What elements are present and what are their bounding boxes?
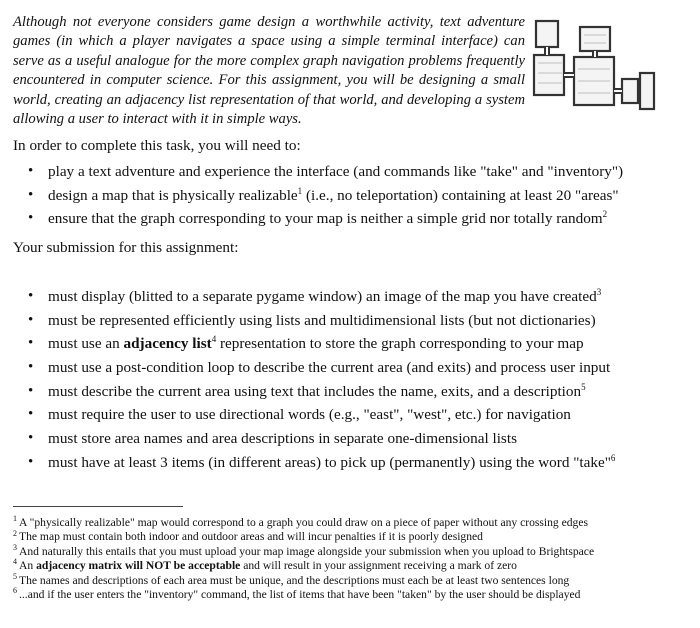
requirement-item: • must store area names and area descriptions in separate one-dimensional lists [28, 427, 615, 451]
footnote-ref: 1 [297, 185, 303, 196]
footnote-ref: 3 [596, 286, 602, 297]
footnote-ref: 4 [211, 334, 217, 345]
footnote-ref: 2 [602, 209, 608, 220]
dungeon-map-illustration [530, 17, 660, 115]
map-room-5 [622, 79, 638, 103]
intro-paragraph: Although not everyone considers game design a worthwhile activity, text adventure games (in which a player navigates a space using a simple terminal interface) can serve as a useful analogue for the more complex graph navigation problems frequently encountered in computer science. For this assignment, you will be designing a small world, creating an adjacency list representation of that world, and developing a system allowing a user to interact with it in simple ways. [13, 14, 525, 128]
footnote: $^1$ A "physically realizable" map would correspond to a graph you could draw on a piece of paper without any crossing edges [13, 514, 589, 529]
map-room-2 [534, 55, 564, 95]
footnote-ref: 6 [610, 452, 616, 463]
requirement-item: • must use a post-condition loop to describe the current area (and exits) and process user input [28, 356, 615, 380]
footnote: $^6$ ...and if the user enters the "inventory" command, the list of items that have been "taken" by the user should be displayed [13, 586, 581, 602]
requirement-item: • must use an adjacency list$^4$ representation to store the graph corresponding to your map [28, 332, 615, 356]
footnote-separator [13, 506, 183, 507]
requirement-item: • must describe the current area using text that includes the name, exits, and a description$^5$ [28, 380, 615, 404]
task-item: • play a text adventure and experience the interface (and commands like "take" and "inventory") [28, 160, 623, 184]
requirement-item: • must display (blitted to a separate pygame window) an image of the map you have created$^3$ [28, 285, 615, 309]
map-room-3 [580, 27, 610, 51]
map-room-1 [536, 21, 558, 47]
requirement-item: • must require the user to use directional words (e.g., "east", "west", etc.) for navigation [28, 403, 615, 427]
footnote: $^5$ The names and descriptions of each area must be unique, and the descriptions must each be at least two sentences long [13, 571, 570, 587]
requirements-list [28, 285, 615, 475]
requirement-item: • must be represented efficiently using lists and multidimensional lists (but not dictionaries) [28, 309, 615, 333]
footnote: $^4$ An adjacency matrix will NOT be acceptable and will result in your assignment receiving a mark of zero [13, 557, 517, 573]
task-item: • ensure that the graph corresponding to your map is neither a simple grid nor totally random$^2$ [28, 207, 623, 231]
footnotes [13, 516, 594, 602]
footnote: $^3$ And naturally this entails that you must upload your map image alongside your submission when you upload to Brightspace [13, 542, 595, 558]
task-item: • design a map that is physically realizable$^1$ (i.e., no teleportation) containing at least 20 "areas" [28, 184, 623, 208]
submission-lead-text: Your submission for this assignment: [13, 239, 239, 256]
task-lead-text: In order to complete this task, you will need to: [13, 137, 301, 154]
footnote: $^2$ The map must contain both indoor and outdoor areas and will incur penalties if it is poorly designed [13, 528, 483, 544]
requirement-item: • must have at least 3 items (in different areas) to pick up (permanently) using the word "take"$^6$ [28, 451, 615, 475]
footnote-ref: 5 [581, 381, 586, 392]
map-room-6 [640, 73, 654, 109]
task-list [28, 160, 623, 231]
